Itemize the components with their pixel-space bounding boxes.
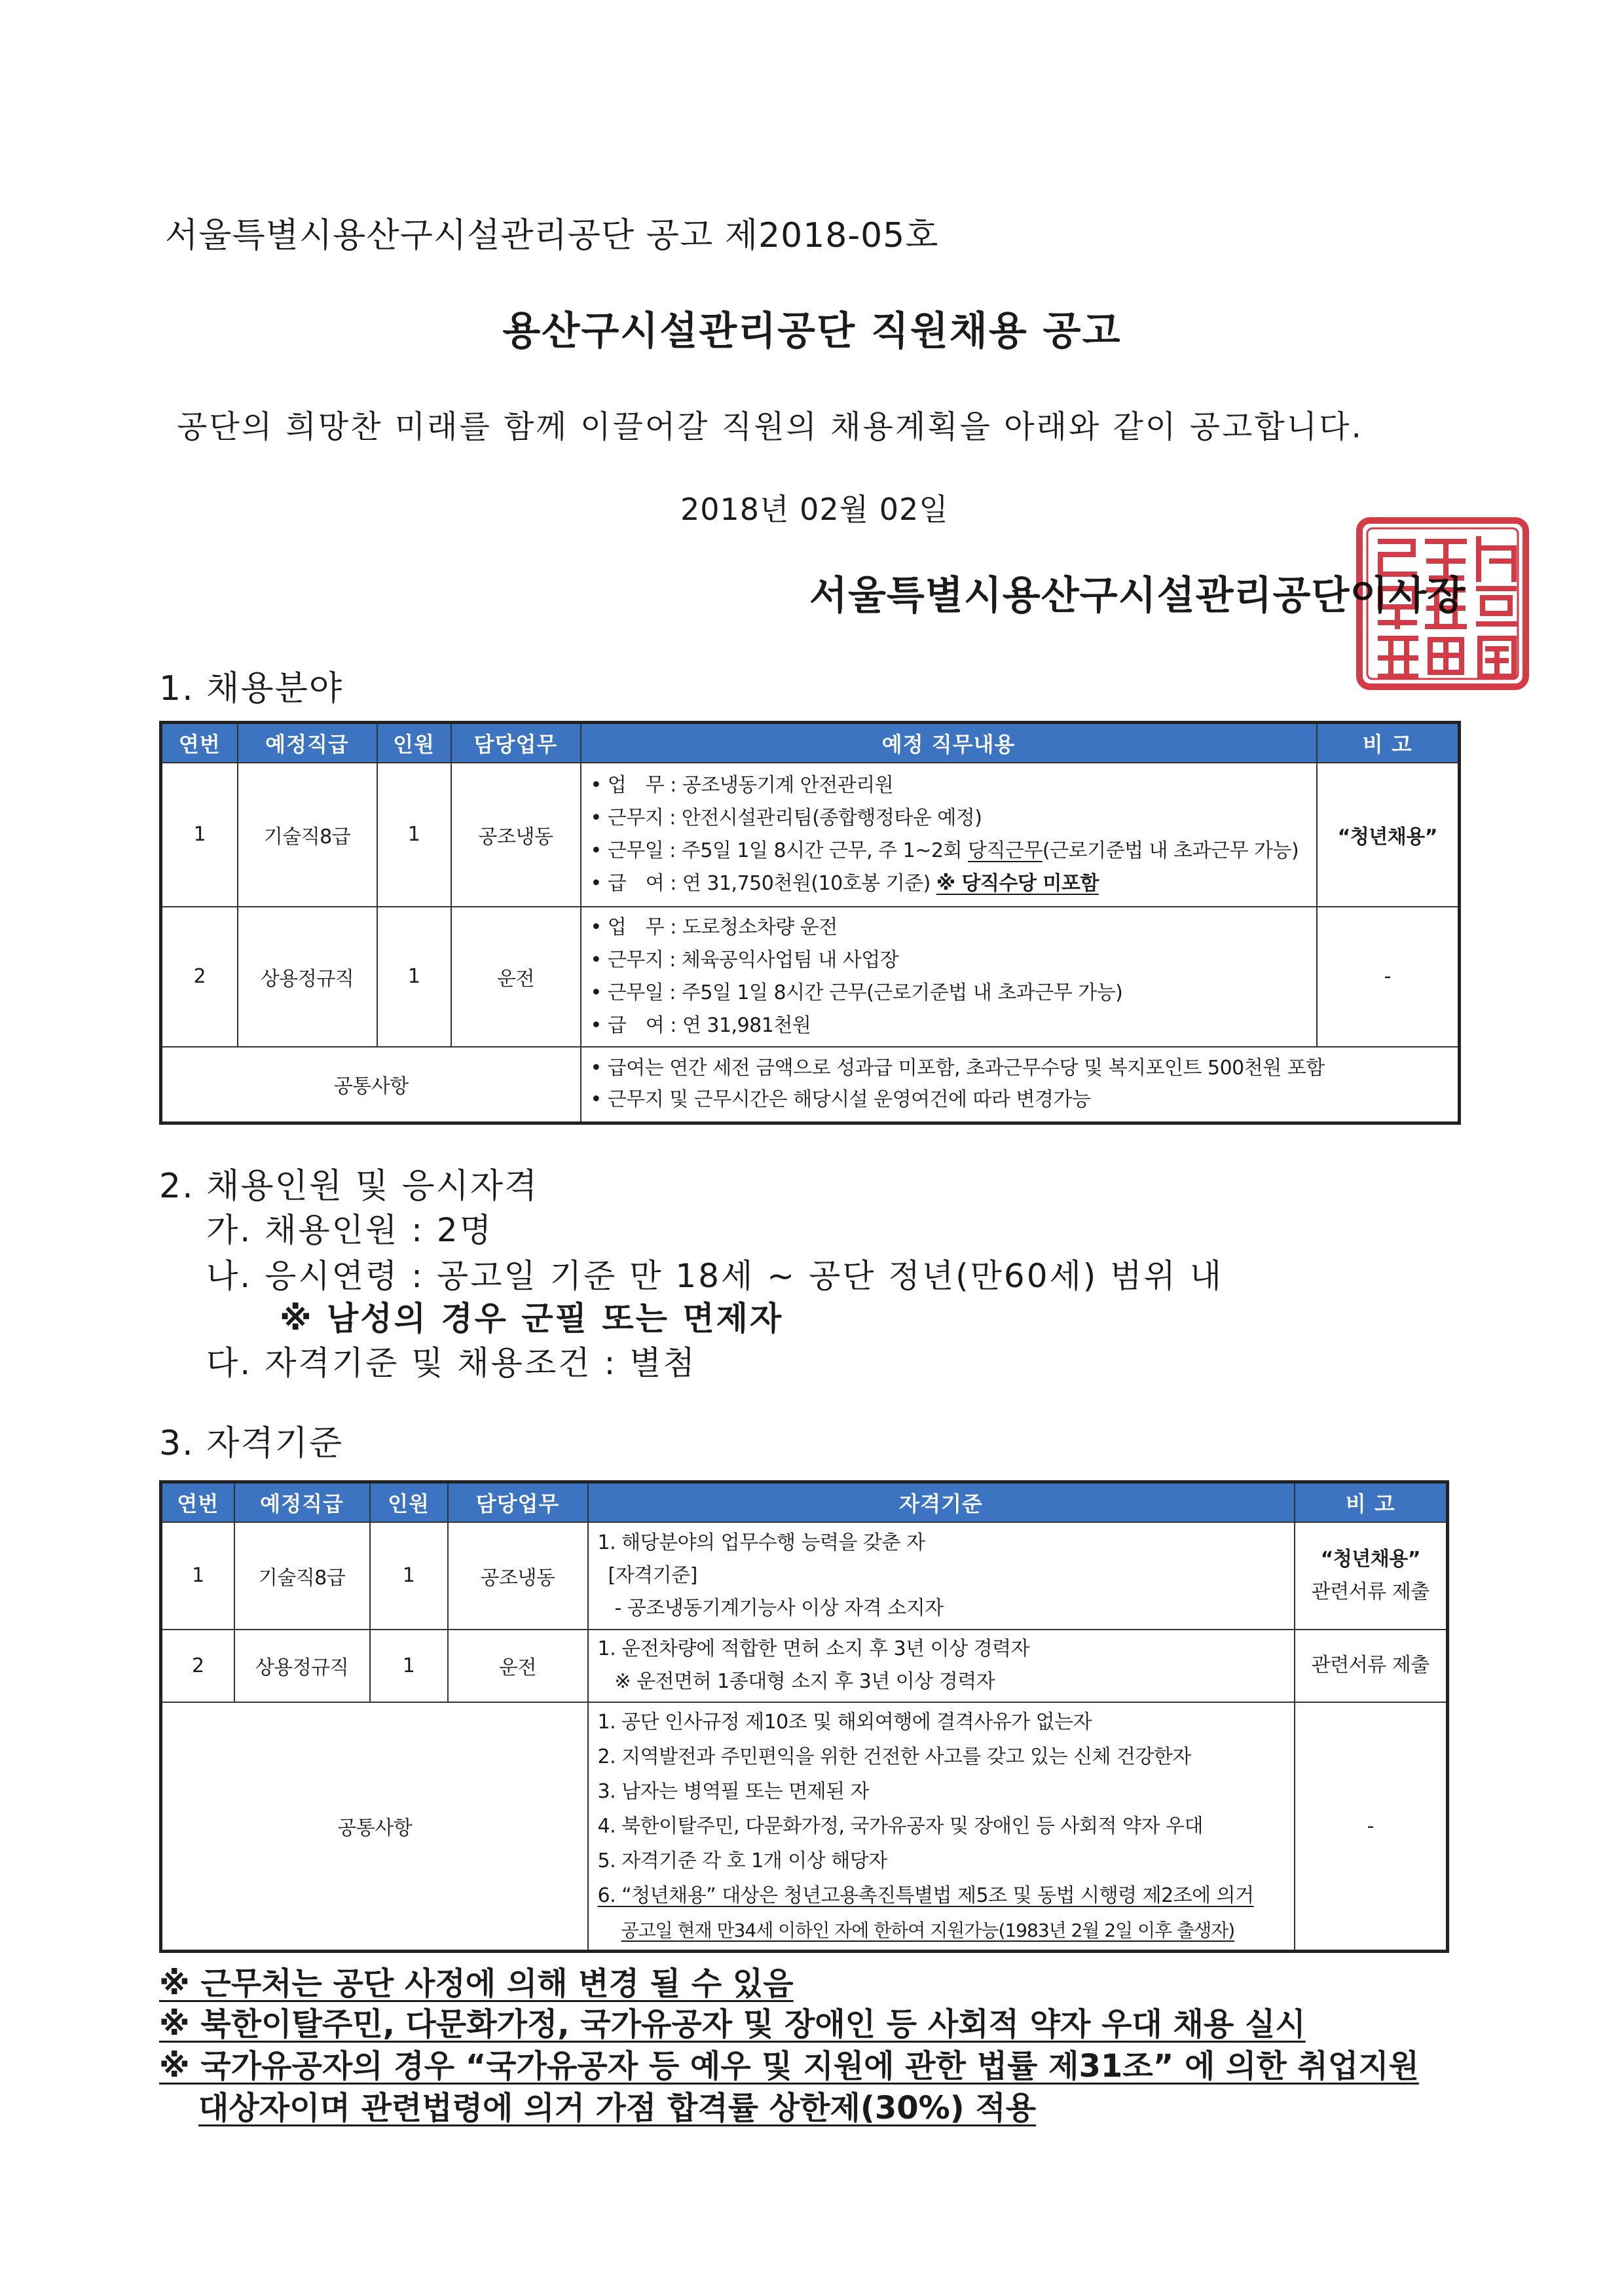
criteria-line: ※ 운전면허 1종대형 소지 후 3년 이상 경력자 — [614, 1670, 995, 1693]
cell-common-details — [581, 1047, 1460, 1123]
common-line: • 급여는 연간 세전 금액으로 성과급 미포함, 초과근무수당 및 복지포인트 500천원 포함 — [590, 1057, 1325, 1080]
criteria-line: 1. 운전차량에 적합한 면허 소지 후 3년 이상 경력자 — [597, 1637, 1030, 1660]
cell-grade: 기술직8급 — [234, 1522, 370, 1630]
table-row — [161, 763, 1460, 907]
cell-no: 1 — [161, 763, 238, 907]
detail-work: • 업 무 : 공조냉동기계 안전관리원 — [590, 773, 894, 797]
column-header-remark: 비 고 — [1317, 723, 1460, 763]
cell-criteria — [588, 1630, 1295, 1702]
common-line-youth — [598, 1878, 1294, 1913]
column-header-no: 연번 — [161, 1482, 234, 1522]
cell-grade: 기술직8급 — [238, 763, 377, 907]
common-line: 3. 남자는 병역필 또는 면제된 자 — [597, 1779, 870, 1803]
eligibility-item-age: 나. 응시연령 : 공고일 기준 만 18세 ~ 공단 정년(만60세) 범위 내 — [206, 1257, 1224, 1295]
table-row — [161, 1630, 1448, 1702]
cell-no: 2 — [161, 1630, 234, 1702]
cell-duty: 운전 — [451, 907, 581, 1047]
table-row — [161, 907, 1460, 1047]
cell-grade: 상용정규직 — [238, 907, 377, 1047]
seal-script-glyphs — [1380, 539, 1515, 676]
cell-remark: - — [1295, 1702, 1448, 1952]
cell-criteria — [588, 1522, 1295, 1630]
common-line: 4. 북한이탈주민, 다문화가정, 국가유공자 및 장애인 등 사회적 약자 우대 — [597, 1814, 1203, 1838]
common-line: 2. 지역발전과 주민편익을 위한 건전한 사고를 갖고 있는 신체 건강한자 — [597, 1745, 1191, 1768]
table-common-row — [161, 1047, 1460, 1123]
notice-number: 서울특별시용산구시설관리공단 공고 제2018-05호 — [165, 216, 939, 255]
recruitment-fields-table — [159, 721, 1461, 1125]
cell-job-details — [581, 907, 1317, 1047]
cell-remark: “청년채용” — [1317, 763, 1460, 907]
column-header-grade: 예정직급 — [234, 1482, 370, 1522]
note-veterans: ※ 국가유공자의 경우 “국가유공자 등 예우 및 지원에 관한 법률 제31조” 에 의한 취업지원 — [159, 2048, 1419, 2085]
detail-schedule-tail: (근로기준법 내 초과근무 가능) — [1042, 839, 1299, 862]
cell-duty: 공조냉동 — [451, 763, 581, 907]
section-heading-eligibility: 2. 채용인원 및 응시자격 — [159, 1167, 539, 1206]
column-header-remark: 비 고 — [1295, 1482, 1448, 1522]
intro-text: 공단의 희망찬 미래를 함께 이끌어갈 직원의 채용계획을 아래와 같이 공고합니다. — [177, 409, 1363, 445]
detail-pay-note: ※ 당직수당 미포함 — [936, 871, 1099, 895]
table-row — [161, 1522, 1448, 1630]
cell-count: 1 — [370, 1522, 448, 1630]
detail-place: • 근무지 : 체육공익사업팀 내 사업장 — [590, 948, 899, 972]
section-heading-qualifications: 3. 자격기준 — [159, 1424, 344, 1463]
detail-pay: • 급 여 : 연 31,981천원 — [590, 1013, 811, 1037]
note-workplace-change: ※ 근무처는 공단 사정에 의해 변경 될 수 있음 — [159, 1965, 794, 2002]
common-line: • 근무지 및 근무시간은 해당시설 운영여건에 따라 변경가능 — [590, 1088, 1091, 1112]
common-line: 5. 자격기준 각 호 1개 이상 해당자 — [597, 1849, 887, 1872]
eligibility-item-headcount: 가. 채용인원 : 2명 — [206, 1211, 494, 1249]
table-header-row — [161, 723, 1460, 763]
cell-remark: - — [1317, 907, 1460, 1047]
cell-grade: 상용정규직 — [234, 1630, 370, 1702]
criteria-line: [자격기준] — [608, 1563, 697, 1587]
cell-common-label: 공통사항 — [161, 1047, 581, 1123]
criteria-line: 1. 해당분야의 업무수행 능력을 갖춘 자 — [597, 1531, 925, 1554]
cell-remark — [1295, 1522, 1448, 1630]
cell-common-criteria — [588, 1702, 1295, 1952]
cell-count: 1 — [370, 1630, 448, 1702]
column-header-duty: 담당업무 — [448, 1482, 588, 1522]
remark-line: 관련서류 제출 — [1311, 1580, 1430, 1603]
detail-place: • 근무지 : 안전시설관리팀(종합행정타운 예정) — [590, 806, 982, 829]
column-header-count: 인원 — [370, 1482, 448, 1522]
common-line-youth-text: 6. “청년채용” 대상은 청년고용촉진특별법 제5조 및 동법 시행령 제2조에 의거 — [597, 1884, 1254, 1907]
column-header-job-details: 예정 직무내용 — [581, 723, 1317, 763]
detail-pay-text: • 급 여 : 연 31,750천원(10호봉 기준) — [590, 871, 936, 895]
cell-duty: 운전 — [448, 1630, 588, 1702]
remark-line: “청년채용” — [1320, 1547, 1420, 1571]
detail-pay — [591, 867, 1316, 900]
cell-count: 1 — [377, 907, 451, 1047]
cell-job-details — [581, 763, 1317, 907]
common-line-youth-age — [598, 1913, 1294, 1948]
detail-schedule: • 근무일 : 주5일 1일 8시간 근무(근로기준법 내 초과근무 가능) — [590, 981, 1123, 1004]
note-preferential-hiring: ※ 북한이탈주민, 다문화가정, 국가유공자 및 장애인 등 사회적 약자 우대 채용 실시 — [159, 2006, 1306, 2043]
section-heading-recruitment-fields: 1. 채용분야 — [159, 669, 344, 708]
common-line-youth-age-text: 공고일 현재 만34세 이하인 자에 한하여 지원가능(1983년 2월 2일 이후 출생자) — [621, 1919, 1235, 1941]
cell-common-label: 공통사항 — [161, 1702, 588, 1952]
detail-schedule — [591, 835, 1316, 867]
detail-schedule-text: • 근무일 : 주5일 1일 8시간 근무, 주 1~2회 — [590, 839, 968, 862]
criteria-line: - 공조냉동기계기능사 이상 자격 소지자 — [614, 1596, 944, 1620]
cell-duty: 공조냉동 — [448, 1522, 588, 1630]
column-header-no: 연번 — [161, 723, 238, 763]
cell-no: 2 — [161, 907, 238, 1047]
common-line: 1. 공단 인사규정 제10조 및 해외여행에 결격사유가 없는자 — [597, 1710, 1092, 1734]
eligibility-item-criteria: 다. 자격기준 및 채용조건 : 별첨 — [206, 1344, 697, 1382]
column-header-count: 인원 — [377, 723, 451, 763]
table-header-row — [161, 1482, 1448, 1522]
detail-work: • 업 무 : 도로청소차량 운전 — [590, 915, 838, 939]
eligibility-note-military: ※ 남성의 경우 군필 또는 면제자 — [280, 1300, 784, 1338]
remark-line: 관련서류 제출 — [1311, 1654, 1430, 1677]
notice-date: 2018년 02월 02일 — [680, 492, 949, 527]
table-common-row — [161, 1702, 1448, 1952]
note-veterans-continued: 대상자이며 관련법령에 의거 가점 합격률 상한제(30%) 적용 — [198, 2090, 1037, 2126]
page-title: 용산구시설관리공단 직원채용 공고 — [502, 308, 1122, 354]
official-seal — [1354, 515, 1531, 692]
column-header-grade: 예정직급 — [238, 723, 377, 763]
cell-count: 1 — [377, 763, 451, 907]
issuer-name: 서울특별시용산구시설관리공단이사장 — [809, 573, 1466, 619]
column-header-duty: 담당업무 — [451, 723, 581, 763]
column-header-criteria: 자격기준 — [588, 1482, 1295, 1522]
cell-no: 1 — [161, 1522, 234, 1630]
detail-schedule-highlight: 당직근무 — [968, 839, 1043, 862]
qualifications-table — [159, 1480, 1449, 1953]
cell-remark — [1295, 1630, 1448, 1702]
